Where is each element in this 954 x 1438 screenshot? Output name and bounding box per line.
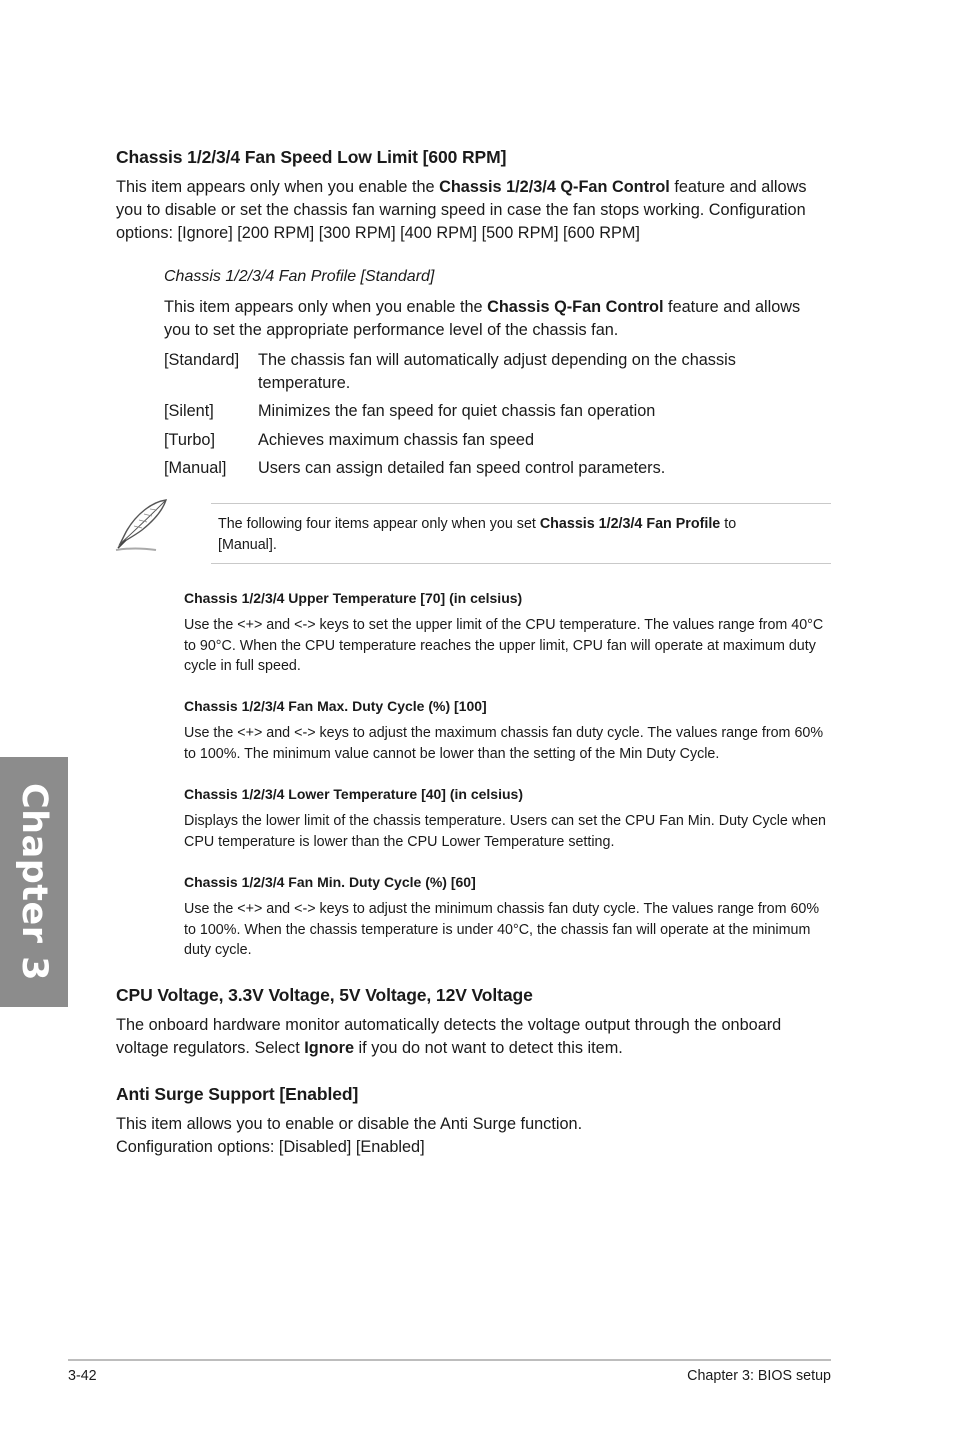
section-title-anti-surge: Anti Surge Support [Enabled] — [116, 1084, 359, 1104]
bold-span: Chassis 1/2/3/4 Q-Fan Control — [439, 178, 670, 196]
note-bottom-rule — [211, 563, 831, 564]
anti-surge-line-1: This item allows you to enable or disable the Anti Surge function. — [116, 1115, 583, 1133]
option-description: The chassis fan will automatically adjust depending on the chassis temperature. — [258, 351, 736, 392]
text-span: feature and allows you to disable or set the chassis fan warning speed in case the fan stops working. Configuration options: [Ignore] [200 RPM] [300 RPM] [400 RPM] [500 RPM] [600 RPM] — [116, 178, 807, 242]
fan-low-limit-description — [116, 176, 816, 245]
text-span: to [Manual]. — [218, 516, 737, 553]
option-description: Minimizes the fan speed for quiet chassis fan operation — [258, 402, 656, 420]
footer-chapter: Chapter 3: BIOS setup — [687, 1368, 831, 1384]
text-span: feature and allows you to set the appropriate performance level of the chassis fan. — [164, 298, 801, 339]
chapter-side-tab — [0, 757, 68, 1007]
pencil-feather-icon — [112, 496, 174, 554]
sub-item-text: Displays the lower limit of the chassis temperature. Users can set the CPU Fan Min. Duty Cycle when CPU temperature is lower than the CPU Lower Temperature setting. — [184, 813, 827, 850]
footer-rule — [68, 1359, 831, 1361]
page-number: 3-42 — [68, 1368, 97, 1384]
sub-item-text: Use the <+> and <-> keys to adjust the maximum chassis fan duty cycle. The values range from 60% to 100%. The minimum value cannot be lower than the setting of the Min Duty Cycle. — [184, 725, 824, 762]
bold-span: Ignore — [304, 1039, 355, 1057]
anti-surge-line-2: Configuration options: [Disabled] [Enabled] — [116, 1138, 425, 1156]
option-description: Users can assign detailed fan speed control parameters. — [258, 459, 666, 477]
sub-item-title: Chassis 1/2/3/4 Fan Min. Duty Cycle (%) [60] — [184, 874, 476, 890]
option-key: [Silent] — [164, 402, 214, 420]
note-top-rule — [211, 503, 831, 504]
sub-item-title: Chassis 1/2/3/4 Upper Temperature [70] (in celsius) — [184, 590, 523, 606]
section-title-fan-low-limit: Chassis 1/2/3/4 Fan Speed Low Limit [600 RPM] — [116, 147, 507, 167]
text-span: The onboard hardware monitor automatically detects the voltage output through the onboard voltage regulators. Select — [116, 1016, 782, 1057]
sub-item-title: Chassis 1/2/3/4 Lower Temperature [40] (in celsius) — [184, 786, 523, 802]
section-title-voltage: CPU Voltage, 3.3V Voltage, 5V Voltage, 12V Voltage — [116, 985, 533, 1005]
option-key: [Turbo] — [164, 431, 215, 449]
option-key: [Standard] — [164, 351, 240, 369]
sub-item-text: Use the <+> and <-> keys to adjust the minimum chassis fan duty cycle. The values range from 60% to 100%. When the chassis temperature is under 40°C, the chassis fan will operate at the minimum duty cycle. — [184, 901, 820, 958]
sub-item-title: Chassis 1/2/3/4 Fan Max. Duty Cycle (%) [100] — [184, 698, 487, 714]
text-span: This item appears only when you enable the — [164, 298, 488, 316]
text-span: The following four items appear only when you set — [218, 516, 540, 532]
fan-profile-description — [164, 296, 814, 342]
bold-span: Chassis 1/2/3/4 Fan Profile — [539, 516, 721, 532]
option-description: Achieves maximum chassis fan speed — [258, 431, 534, 449]
bold-span: Chassis Q-Fan Control — [487, 298, 664, 316]
text-span: This item appears only when you enable the — [116, 178, 440, 196]
sub-item-text: Use the <+> and <-> keys to set the upper limit of the CPU temperature. The values range from 40°C to 90°C. When the CPU temperature reaches the upper limit, CPU fan will operate at maximum duty cycle in full speed. — [184, 617, 824, 674]
note-text — [218, 514, 798, 555]
text-span: if you do not want to detect this item. — [354, 1039, 623, 1057]
voltage-description — [116, 1014, 831, 1060]
subsection-title-fan-profile: Chassis 1/2/3/4 Fan Profile [Standard] — [164, 268, 435, 285]
option-key: [Manual] — [164, 459, 227, 477]
chapter-side-tab-label: Chapter 3 — [14, 782, 54, 982]
